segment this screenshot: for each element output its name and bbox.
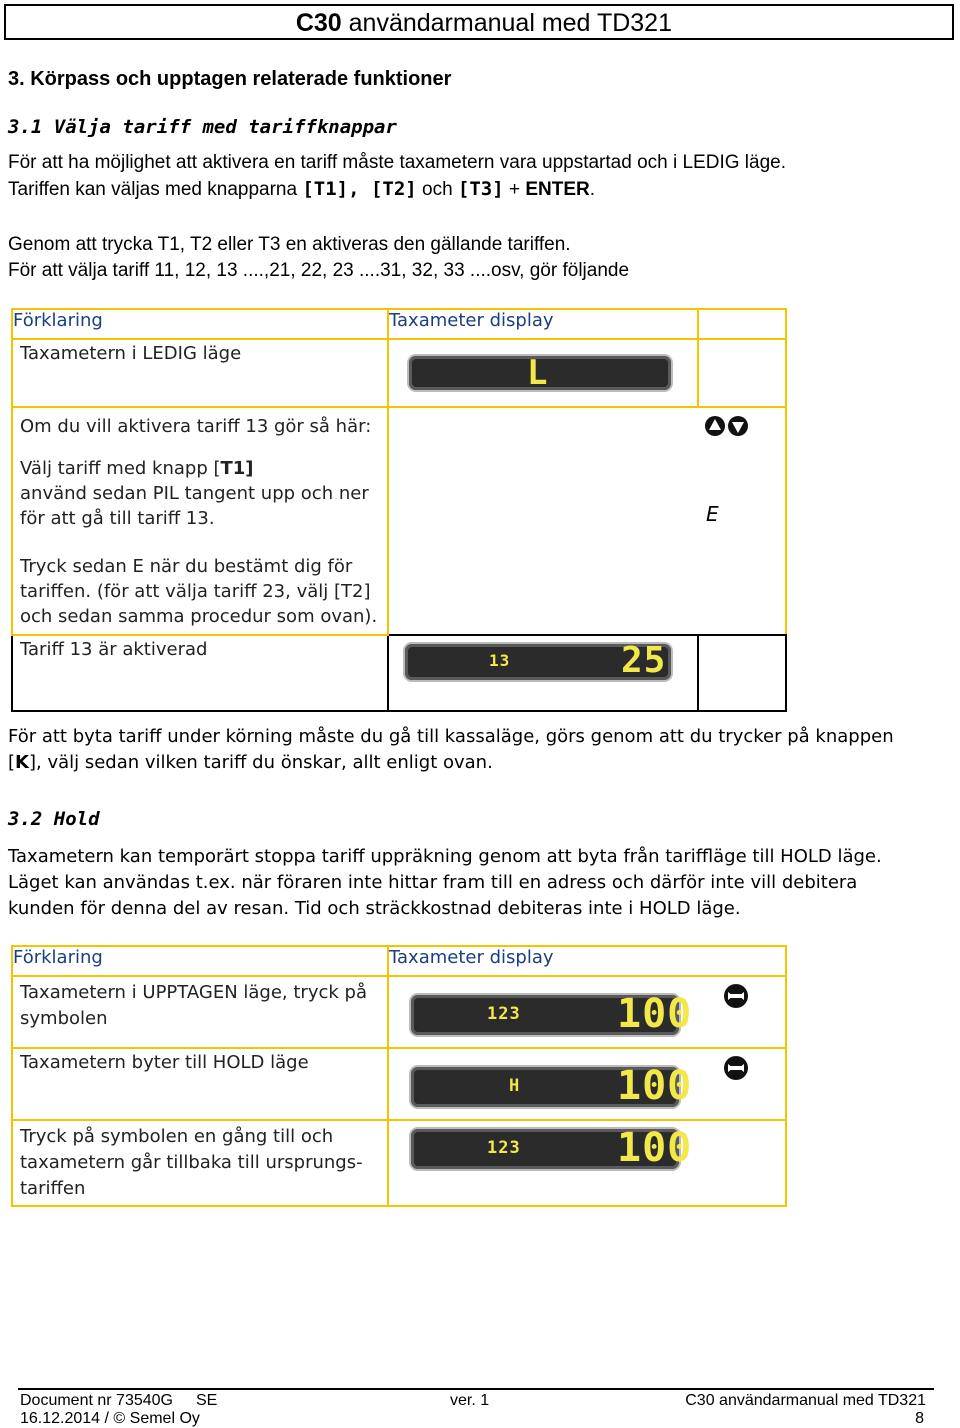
footer-lang: SE: [196, 1392, 218, 1409]
s32-line1: Taxametern kan temporärt stoppa tariff uppräkning genom att byta från tariffläge till HOLD läge.: [8, 846, 882, 867]
t1-col-extra: [698, 309, 786, 339]
header-title: C30 användarmanual med TD321: [295, 9, 672, 37]
footer-page-number: 8: [915, 1410, 924, 1427]
t2-row1-text: Taxametern i UPPTAGEN läge, tryck på symbolen: [12, 976, 388, 1048]
t1-row2-keys: [698, 407, 786, 635]
hold-icon[interactable]: [723, 1055, 749, 1086]
lcd-ledig: L: [409, 356, 671, 390]
t1-col-display: Taxameter display: [388, 309, 698, 339]
t2-col-display: Taxameter display: [388, 946, 786, 976]
s31-line4: För att välja tariff 11, 12, 13 ....,21, 22, 23 ....31, 32, 33 ....osv, gör följande: [8, 260, 630, 281]
footer-doc-number: Document nr 73540G: [20, 1392, 173, 1409]
section-3-2-heading: 3.2 Hold: [8, 808, 100, 830]
t2-row1-display: [388, 976, 786, 1048]
t1-col-explanation: Förklaring: [12, 309, 388, 339]
t1-row3-text: Tariff 13 är aktiverad: [12, 635, 388, 711]
t1-row3-display: [388, 635, 698, 711]
para2-line2: [K], välj sedan vilken tariff du önskar, allt enligt ovan.: [8, 752, 493, 773]
s31-line3: Genom att trycka T1, T2 eller T3 en aktiveras den gällande tariffen.: [8, 234, 571, 255]
s31-line1: För att ha möjlighet att aktivera en tariff måste taxametern vara uppstartad och i LEDIG läge.: [8, 152, 786, 173]
footer-version: ver. 1: [450, 1392, 490, 1409]
s32-line2: Läget kan användas t.ex. när föraren inte hittar fram till en adress och därför inte vill debitera: [8, 872, 858, 893]
enter-key-label: E: [706, 502, 719, 526]
hold-table: [11, 945, 787, 1207]
lcd-upptagen-return: 123 100: [411, 1129, 679, 1169]
footer-title: C30 användarmanual med TD321: [685, 1392, 926, 1409]
hold-icon[interactable]: [723, 983, 749, 1014]
tariff-table: [11, 308, 787, 712]
t2-row2-text: Taxametern byter till HOLD läge: [12, 1048, 388, 1120]
arrow-up-down-icon: [704, 414, 750, 443]
t2-row2-display: [388, 1048, 786, 1120]
s32-line3: kunden för denna del av resan. Tid och sträckkostnad debiteras inte i HOLD läge.: [8, 898, 741, 919]
footer-date: 16.12.2014 / © Semel Oy: [20, 1410, 200, 1427]
t2-col-explanation: Förklaring: [12, 946, 388, 976]
t1-row1-display: [388, 339, 698, 407]
page-footer: [18, 1388, 934, 1427]
para2-line1: För att byta tariff under körning måste du gå till kassaläge, görs genom att du trycker på knappen: [8, 726, 894, 747]
lcd-upptagen: 123 100: [411, 995, 679, 1035]
section-3-1-heading: 3.1 Välja tariff med tariffknappar: [8, 116, 397, 138]
t1-row1-text: Taxametern i LEDIG läge: [12, 339, 388, 407]
t2-row3-text: Tryck på symbolen en gång till och taxametern går tillbaka till ursprungs- tariffen: [12, 1120, 388, 1206]
s31-line2: Tariffen kan väljas med knapparna [T1], [T2] och [T3] + ENTER.: [8, 178, 596, 200]
lcd-hold: H 100: [411, 1067, 679, 1107]
t2-row3-display: [388, 1120, 786, 1206]
page-header: [4, 4, 954, 40]
chapter-heading: 3. Körpass och upptagen relaterade funktioner: [8, 68, 452, 90]
t1-row2-text: Om du vill aktivera tariff 13 gör så här: Välj tariff med knapp [T1] använd sedan PIL tangent upp och ner för att gå till tariff 13. Tryck sedan E när du bestämt dig för tariffen. (för att välja tariff 23, välj [T2] och sedan samma procedur som ovan).: [12, 407, 388, 635]
lcd-tariff-13: 13 25: [405, 644, 671, 680]
